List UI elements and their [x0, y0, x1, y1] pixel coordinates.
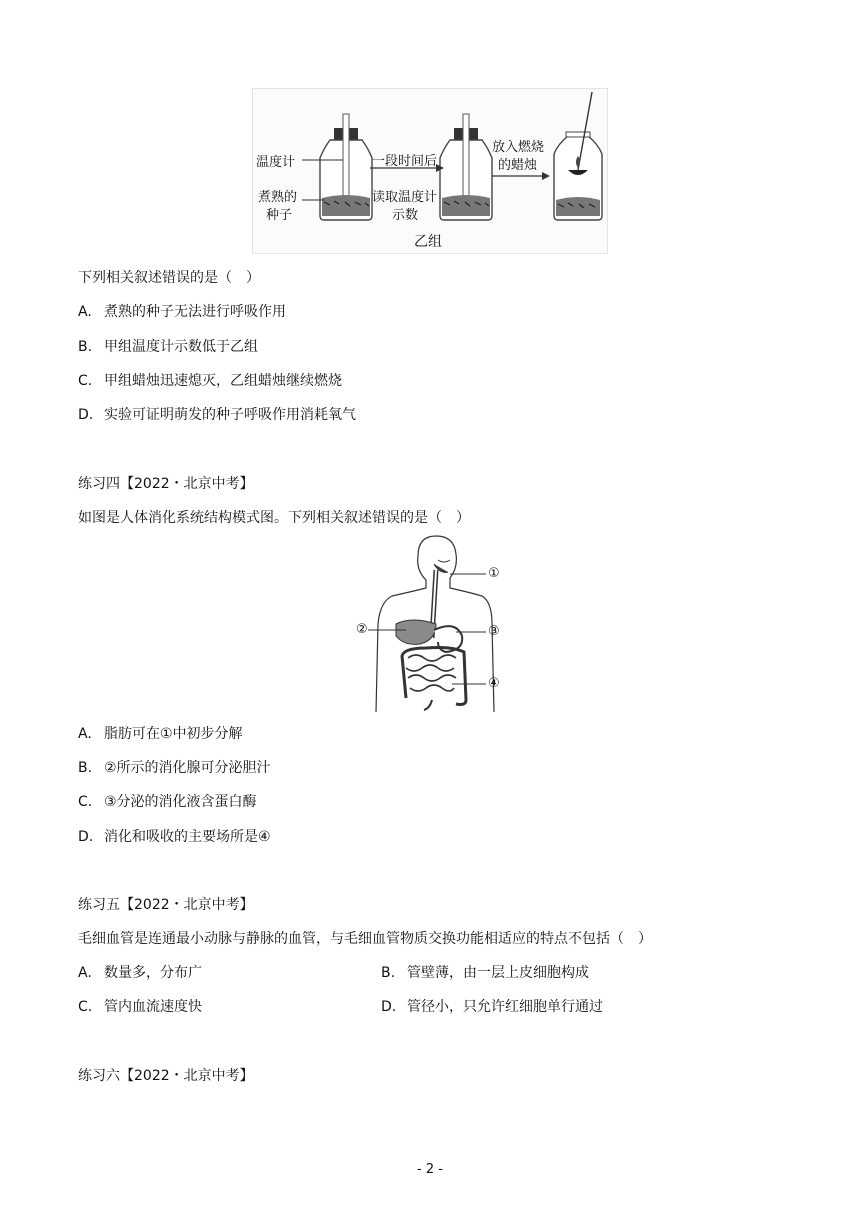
- q4-option-a: [78, 724, 243, 744]
- cooked-seed-label-1: 煮熟的: [258, 190, 298, 205]
- option-letter: C.: [78, 373, 93, 389]
- option-text: 管内血流速度快: [104, 999, 202, 1015]
- experiment-figure-svg: [252, 88, 608, 254]
- q4-heading: 练习四【2022・北京中考】: [78, 476, 254, 492]
- thermometer-label: 温度计: [256, 155, 296, 170]
- page-number: - 2 -: [417, 1162, 443, 1177]
- option-text: ③分泌的消化液含蛋白酶: [104, 794, 257, 810]
- q5-option-a: [78, 963, 202, 983]
- q5-heading: 练习五【2022・北京中考】: [78, 897, 254, 913]
- option-text: 实验可证明萌发的种子呼吸作用消耗氧气: [104, 407, 356, 423]
- q3-option-b: [78, 337, 258, 357]
- q4-option-b: [78, 758, 271, 778]
- option-text: 数量多，分布广: [104, 965, 202, 981]
- q3-option-c: [78, 371, 342, 391]
- arrow2-top-label-1: 放入燃烧: [492, 140, 545, 155]
- option-letter: A.: [78, 726, 92, 742]
- label-2: ②: [356, 622, 368, 637]
- option-text: ②所示的消化腺可分泌胆汁: [104, 760, 271, 776]
- option-letter: C.: [78, 999, 93, 1015]
- option-text: 甲组蜡烛迅速熄灭，乙组蜡烛继续燃烧: [104, 373, 342, 389]
- cooked-seed-label-2: 种子: [266, 208, 293, 223]
- option-letter: B.: [381, 965, 396, 981]
- q3-prompt: 下列相关叙述错误的是（ ）: [78, 270, 260, 286]
- option-letter: C.: [78, 794, 93, 810]
- q5-option-d: [381, 997, 603, 1017]
- arrow1-bottom-label-1: 读取温度计: [372, 190, 438, 205]
- q4-option-c: [78, 792, 257, 812]
- option-text: 脂肪可在①中初步分解: [104, 726, 243, 742]
- arrow2-top-label-2: 的蜡烛: [498, 158, 538, 173]
- q3-option-d: [78, 405, 356, 425]
- option-letter: D.: [78, 829, 94, 845]
- option-text: 煮熟的种子无法进行呼吸作用: [104, 304, 286, 320]
- label-4: ④: [488, 676, 500, 691]
- q6-heading: 练习六【2022・北京中考】: [78, 1068, 254, 1084]
- q5-prompt: 毛细血管是连通最小动脉与静脉的血管，与毛细血管物质交换功能相适应的特点不包括（ ）: [78, 931, 652, 947]
- q4-prompt: 如图是人体消化系统结构模式图。下列相关叙述错误的是（ ）: [78, 510, 470, 526]
- label-3: ③: [488, 624, 500, 639]
- label-1: ①: [488, 566, 500, 581]
- option-letter: D.: [78, 407, 94, 423]
- option-text: 消化和吸收的主要场所是④: [104, 829, 271, 845]
- option-letter: B.: [78, 760, 93, 776]
- digestive-system-svg: [356, 534, 506, 716]
- option-text: 管壁薄，由一层上皮细胞构成: [407, 965, 589, 981]
- figure-caption: 乙组: [414, 234, 442, 250]
- option-text: 甲组温度计示数低于乙组: [104, 339, 258, 355]
- option-letter: B.: [78, 339, 93, 355]
- option-letter: A.: [78, 965, 92, 981]
- arrow1-bottom-label-2: 示数: [392, 208, 419, 223]
- arrow1-top-label: 一段时间后: [372, 154, 438, 169]
- q5-option-b: [381, 963, 589, 983]
- option-text: 管径小，只允许红细胞单行通过: [407, 999, 603, 1015]
- option-letter: D.: [381, 999, 397, 1015]
- option-letter: A.: [78, 304, 92, 320]
- q3-option-a: [78, 302, 286, 322]
- q4-option-d: [78, 827, 271, 847]
- q5-option-c: [78, 997, 202, 1017]
- digestive-system-figure: [356, 534, 506, 716]
- experiment-figure: [252, 88, 608, 254]
